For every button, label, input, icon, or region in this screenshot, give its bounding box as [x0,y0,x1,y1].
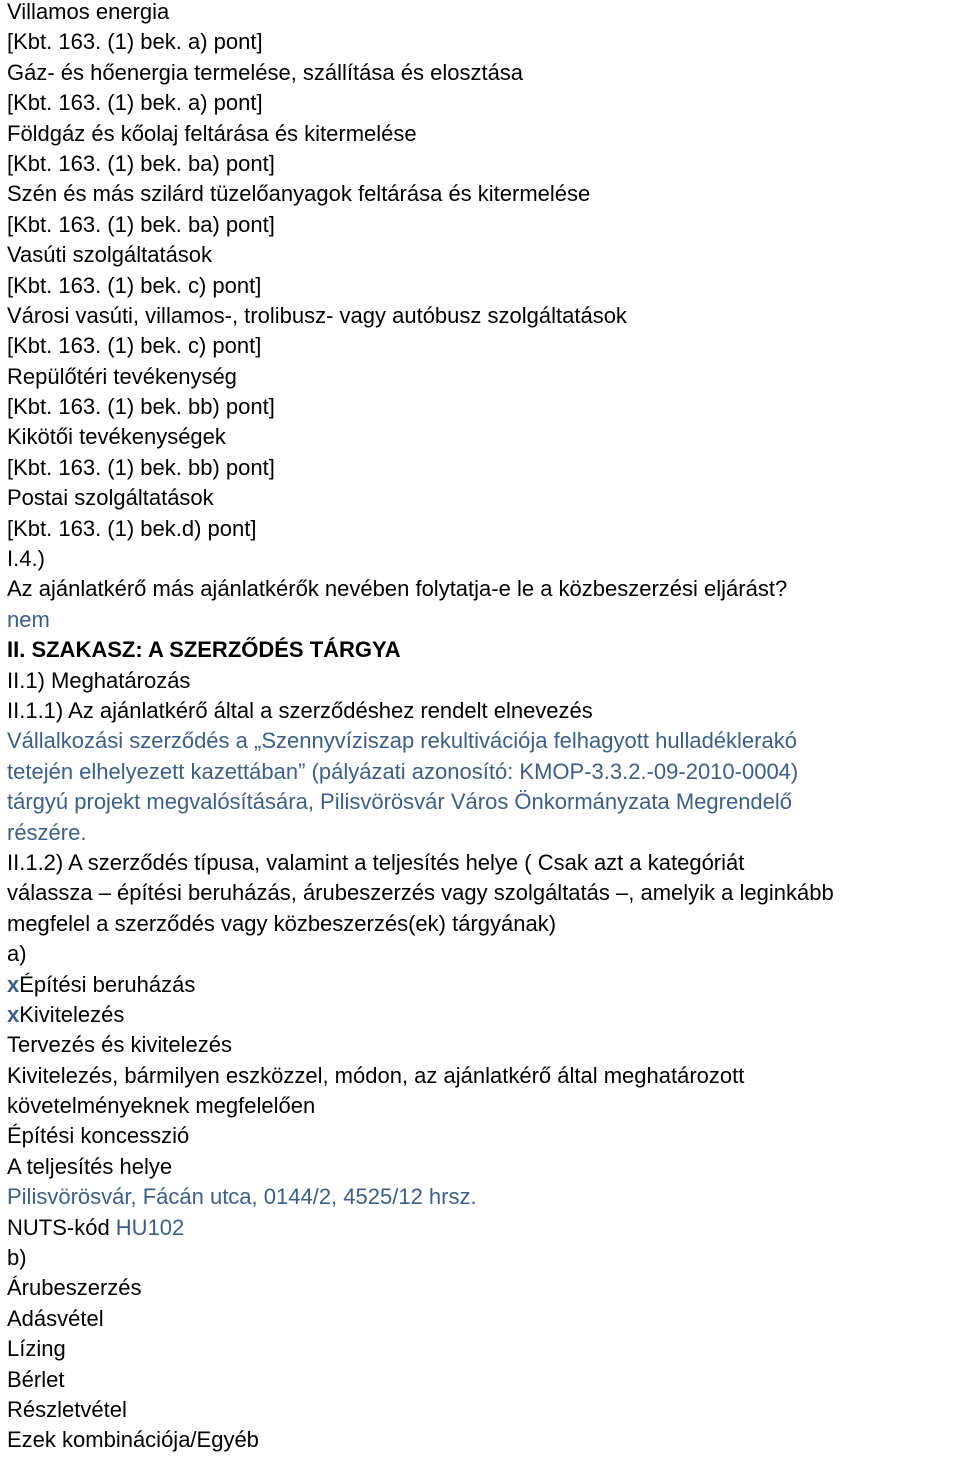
section-ii1-title: II.1) Meghatározás [7,667,191,693]
option-kivitelezes-barmilyen-eszkozzel [7,1061,957,1122]
option-group-a-label: a) [7,941,27,967]
nuts-code-row [7,1213,957,1243]
sector-legal-reference: [Kbt. 163. (1) bek. ba) pont] [7,150,275,176]
sector-activity: Villamos energia [7,0,170,24]
option-berlet: Bérlet [7,1366,65,1392]
option-adasvetel: Adásvétel [7,1305,104,1331]
option-lizing: Lízing [7,1336,66,1362]
sector-legal-reference: [Kbt. 163. (1) bek.d) pont] [7,515,257,541]
checked-x-icon: x [7,971,20,997]
sector-activity: Gáz- és hőenergia termelése, szállítása és elosztása [7,59,524,85]
sector-legal-reference: [Kbt. 163. (1) bek. a) pont] [7,29,263,55]
section-i4-answer: nem [7,606,50,632]
sector-legal-reference: [Kbt. 163. (1) bek. bb) pont] [7,394,275,420]
sector-activity: Repülőtéri tevékenység [7,363,237,389]
sector-activity: Kikötői tevékenységek [7,424,226,450]
section-ii-heading: II. SZAKASZ: A SZERZŐDÉS TÁRGYA [7,637,401,663]
option-group-b-label: b) [7,1245,27,1271]
option-epitesi-beruhazas [7,970,957,1000]
option-arubeszerzes: Árubeszerzés [7,1275,142,1301]
section-ii12-line: megfelel a szerződés vagy közbeszerzés(ek) tárgyának) [7,910,557,936]
option-label: Építési beruházás [19,971,196,997]
sector-activity: Vasúti szolgáltatások [7,242,213,268]
sector-activity-list [7,0,957,544]
contract-title-line: részére. [7,819,87,845]
option-epitesi-koncesszio: Építési koncesszió [7,1123,190,1149]
option-kivitelezes [7,1000,957,1030]
contract-title-line: tetején elhelyezett kazettában” (pályázati azonosító: KMOP-3.3.2.-09-2010-0004) [7,758,799,784]
sector-legal-reference: [Kbt. 163. (1) bek. a) pont] [7,90,263,116]
sector-legal-reference: [Kbt. 163. (1) bek. bb) pont] [7,454,275,480]
section-ii12-label [7,848,957,939]
procurement-notice-page [7,0,957,1456]
nuts-value: HU102 [115,1214,185,1240]
option-kombinacio-egyeb: Ezek kombinációja/Egyéb [7,1427,259,1453]
contract-title-line: tárgyú projekt megvalósítására, Pilisvörösvár Város Önkormányzata Megrendelő [7,789,793,815]
contract-title-line: Vállalkozási szerződés a „Szennyvíziszap rekultivációja felhagyott hulladéklerakó [7,728,797,754]
checked-x-icon: x [7,1001,20,1027]
sector-activity: Földgáz és kőolaj feltárása és kitermelése [7,120,417,146]
section-ii12-line: válassza – építési beruházás, árubeszerzés vagy szolgáltatás –, amelyik a leginkább [7,880,834,906]
sector-legal-reference: [Kbt. 163. (1) bek. c) pont] [7,333,262,359]
sector-activity: Postai szolgáltatások [7,485,214,511]
nuts-label: NUTS-kód [7,1214,116,1240]
option-tervezes-es-kivitelezes: Tervezés és kivitelezés [7,1032,232,1058]
section-ii12-line: II.1.2) A szerződés típusa, valamint a teljesítés helye ( Csak azt a kategóriát [7,849,745,875]
sector-activity: Városi vasúti, villamos-, trolibusz- vagy autóbusz szolgáltatások [7,302,627,328]
sector-legal-reference: [Kbt. 163. (1) bek. c) pont] [7,272,262,298]
section-i4-question: Az ajánlatkérő más ajánlatkérők nevében folytatja-e le a közbeszerzési eljárást? [7,576,788,602]
option-reszletvetel: Részletvétel [7,1396,127,1422]
option-long-line: követelményeknek megfelelően [7,1093,316,1119]
sector-activity: Szén és más szilárd tüzelőanyagok feltárása és kitermelése [7,181,591,207]
contract-title-value [7,726,957,848]
sector-legal-reference: [Kbt. 163. (1) bek. ba) pont] [7,211,275,237]
section-ii11-label: II.1.1) Az ajánlatkérő által a szerződéshez rendelt elnevezés [7,697,593,723]
place-value: Pilisvörösvár, Fácán utca, 0144/2, 4525/12 hrsz. [7,1184,477,1210]
option-label: Kivitelezés [19,1001,125,1027]
option-long-line: Kivitelezés, bármilyen eszközzel, módon, az ajánlatkérő által meghatározott [7,1062,745,1088]
place-label: A teljesítés helye [7,1153,173,1179]
section-i4-number: I.4.) [7,546,45,572]
